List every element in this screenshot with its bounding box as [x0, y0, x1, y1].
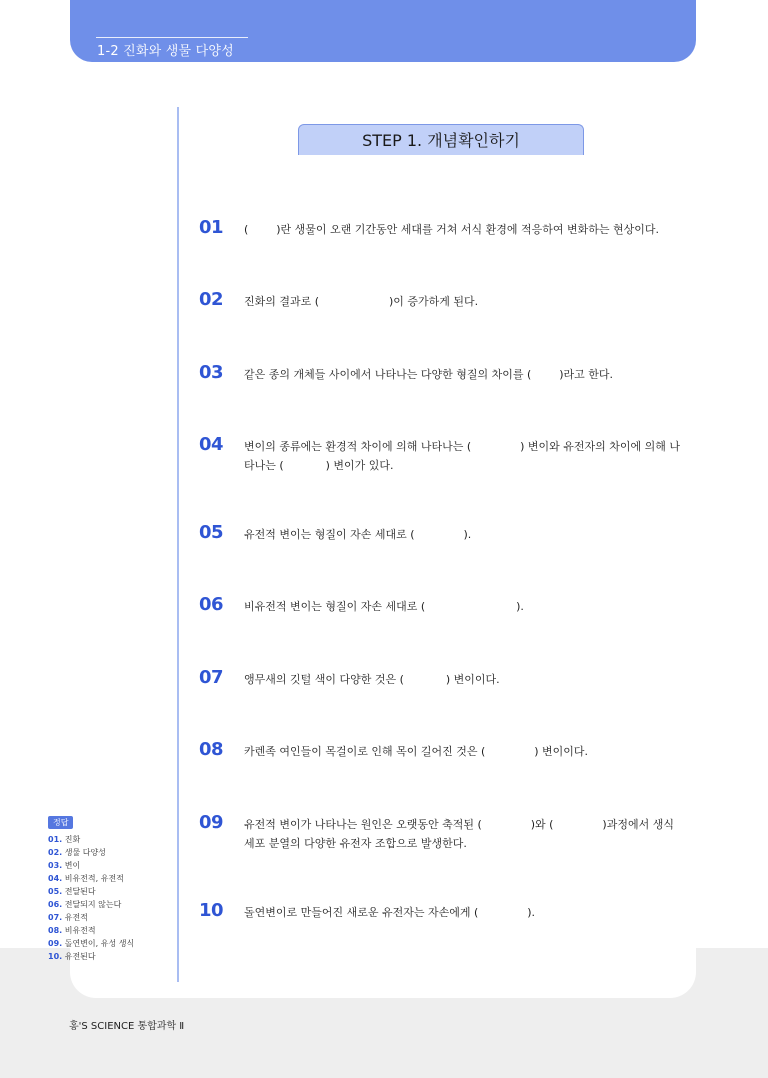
question-number: 09 [199, 812, 224, 833]
question-text: 진화의 결과로 ( )이 증가하게 된다. [244, 295, 479, 308]
answer-number: 07. [48, 913, 63, 922]
answer-item [48, 872, 178, 885]
question-number: 04 [199, 434, 224, 455]
question-number: 10 [199, 900, 224, 921]
answer-item [48, 885, 178, 898]
answer-text: 비유전적 [64, 926, 96, 935]
question-text: 앵무새의 깃털 색이 다양한 것은 ( ) 변이이다. [244, 673, 500, 686]
answer-number: 05. [48, 887, 63, 896]
answer-item [48, 859, 178, 872]
question-number: 02 [199, 289, 224, 310]
question-text: 돌연변이로 만들어진 새로운 유전자는 자손에게 ( ). [244, 906, 536, 919]
answer-number: 08. [48, 926, 63, 935]
answer-item [48, 911, 178, 924]
answer-text: 전달된다 [64, 887, 96, 896]
step-title: STEP 1. 개념확인하기 [362, 131, 520, 150]
header-underline [96, 37, 248, 38]
question-number: 01 [199, 217, 224, 238]
answer-key [48, 810, 178, 963]
step-title-box [298, 124, 584, 155]
header-title: 1-2 진화와 생물 다양성 [97, 44, 234, 59]
answer-number: 09. [48, 939, 63, 948]
answer-text: 유전적 [64, 913, 88, 922]
question-number: 07 [199, 667, 224, 688]
question-text: ( )란 생물이 오랜 기간동안 세대를 거쳐 서식 환경에 적응하여 변화하는 현상이다. [244, 223, 660, 236]
question-text: 유전적 변이는 형질이 자손 세대로 ( ). [244, 528, 472, 541]
answer-item [48, 924, 178, 937]
question-text: 카렌족 여인들이 목걸이로 인해 목이 길어진 것은 ( ) 변이이다. [244, 745, 589, 758]
question-text: 비유전적 변이는 형질이 자손 세대로 ( ). [244, 600, 524, 613]
answer-item [48, 950, 178, 963]
answer-text: 유전된다 [64, 952, 96, 961]
question-number: 05 [199, 522, 224, 543]
answer-item [48, 898, 178, 911]
answer-item [48, 937, 178, 950]
question-number: 03 [199, 362, 224, 383]
answer-number: 10. [48, 952, 63, 961]
answer-number: 04. [48, 874, 63, 883]
question-number: 06 [199, 594, 224, 615]
answer-key-badge: 정답 [48, 816, 73, 829]
question-text: 변이의 종류에는 환경적 차이에 의해 나타나는 ( ) 변이와 유전자의 차이에 의해 나 타나는 ( ) 변이가 있다. [244, 440, 681, 472]
answer-item [48, 846, 178, 859]
answer-text: 생물 다양성 [64, 848, 106, 857]
answer-number: 02. [48, 848, 63, 857]
answer-text: 전달되지 않는다 [64, 900, 122, 909]
answer-number: 01. [48, 835, 63, 844]
answer-text: 진화 [64, 835, 81, 844]
question-number: 08 [199, 739, 224, 760]
answer-item [48, 833, 178, 846]
question-text: 유전적 변이가 나타나는 원인은 오랫동안 축적된 ( )와 ( )과정에서 생식 세포 분열의 다양한 유전자 조합으로 발생한다. [244, 818, 674, 850]
question-text: 같은 종의 개체들 사이에서 나타나는 다양한 형질의 차이를 ( )라고 한다. [244, 368, 614, 381]
answer-number: 06. [48, 900, 63, 909]
answer-number: 03. [48, 861, 63, 870]
footer-book-title: 홍'S SCIENCE 통합과학 Ⅱ [69, 1021, 185, 1032]
answer-text: 변이 [64, 861, 81, 870]
answer-text: 비유전적, 유전적 [64, 874, 124, 883]
answer-text: 돌연변이, 유성 생식 [64, 939, 135, 948]
